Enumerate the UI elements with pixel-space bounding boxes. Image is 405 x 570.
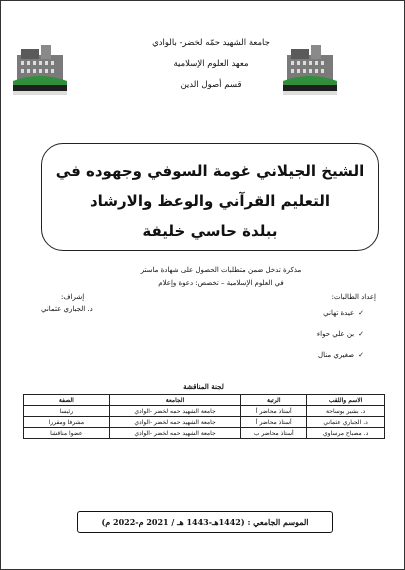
thesis-title-line-2: التعليم القرآني والوعظ والارشاد — [89, 192, 331, 210]
students-list — [317, 307, 364, 370]
header-rank: الرتبة — [241, 395, 307, 406]
cell-rank: أستاذ محاضر أ — [241, 417, 307, 428]
student-item — [317, 307, 364, 328]
institute-name: معهد العلوم الإسلامية — [173, 59, 249, 69]
student-item — [317, 328, 364, 349]
table-row — [24, 428, 385, 439]
cell-role: عضوا مناقشا — [24, 428, 110, 439]
student-item — [317, 349, 364, 370]
thesis-title-box — [41, 143, 379, 251]
university-name: جامعة الشهيد حمّه لخضر- بالوادي — [152, 38, 270, 48]
table-row — [24, 406, 385, 417]
memo-line-1: مذكرة تدخل ضمن متطلبات الحصول على شهادة ماستر — [140, 266, 302, 274]
cell-university: جامعة الشهيد حمه لخضر -الوادي — [109, 417, 241, 428]
academic-season: الموسم الجامعي : (1442هـ-1443 هـ / 2021 م-2022 م) — [77, 511, 333, 533]
student-name: بن علي حواء — [316, 330, 355, 338]
cell-name: د. الجباري عثماني — [307, 417, 385, 428]
cell-rank: أستاذ محاضر ب — [241, 428, 307, 439]
header-name: الاسم واللقب — [307, 395, 385, 406]
university-logo-left — [11, 41, 69, 97]
cell-role: رئيسا — [24, 406, 110, 417]
check-icon: ✓ — [358, 351, 364, 359]
check-icon: ✓ — [358, 330, 364, 338]
thesis-title-line-3: ببلدة حاسي خليفة — [142, 222, 278, 240]
committee-table — [23, 394, 385, 439]
header-university: الجامعة — [109, 395, 241, 406]
cell-role: مشرفا ومقررا — [24, 417, 110, 428]
supervision-label: إشراف: — [61, 293, 85, 301]
header — [101, 33, 321, 96]
department-name: قسم أصول الدين — [180, 80, 242, 90]
memo-line-2: في العلوم الإسلامية – تخصص: دعوة وإعلام — [158, 279, 284, 287]
header-role: الصفة — [24, 395, 110, 406]
committee-title: لجنة المناقشة — [183, 382, 224, 391]
check-icon: ✓ — [358, 309, 364, 317]
student-name: عيدة تهاني — [323, 309, 355, 317]
cell-name: د. مصباح مرساوي — [307, 428, 385, 439]
cell-rank: أستاذ محاضر أ — [241, 406, 307, 417]
table-header-row — [24, 395, 385, 406]
cell-university: جامعة الشهيد حمه لخضر -الوادي — [109, 428, 241, 439]
student-name: صغيري منال — [318, 351, 355, 359]
table-row — [24, 417, 385, 428]
memo-description — [101, 264, 341, 290]
preparation-label: إعداد الطالبات: — [331, 293, 376, 301]
thesis-title-line-1: الشيخ الجيلاني غومة السوفي وجهوده في — [55, 162, 365, 180]
cell-university: جامعة الشهيد حمه لخضر -الوادي — [109, 406, 241, 417]
cell-name: د. بشير بوساحة — [307, 406, 385, 417]
supervisor-name: د. الجباري عثماني — [41, 305, 93, 313]
